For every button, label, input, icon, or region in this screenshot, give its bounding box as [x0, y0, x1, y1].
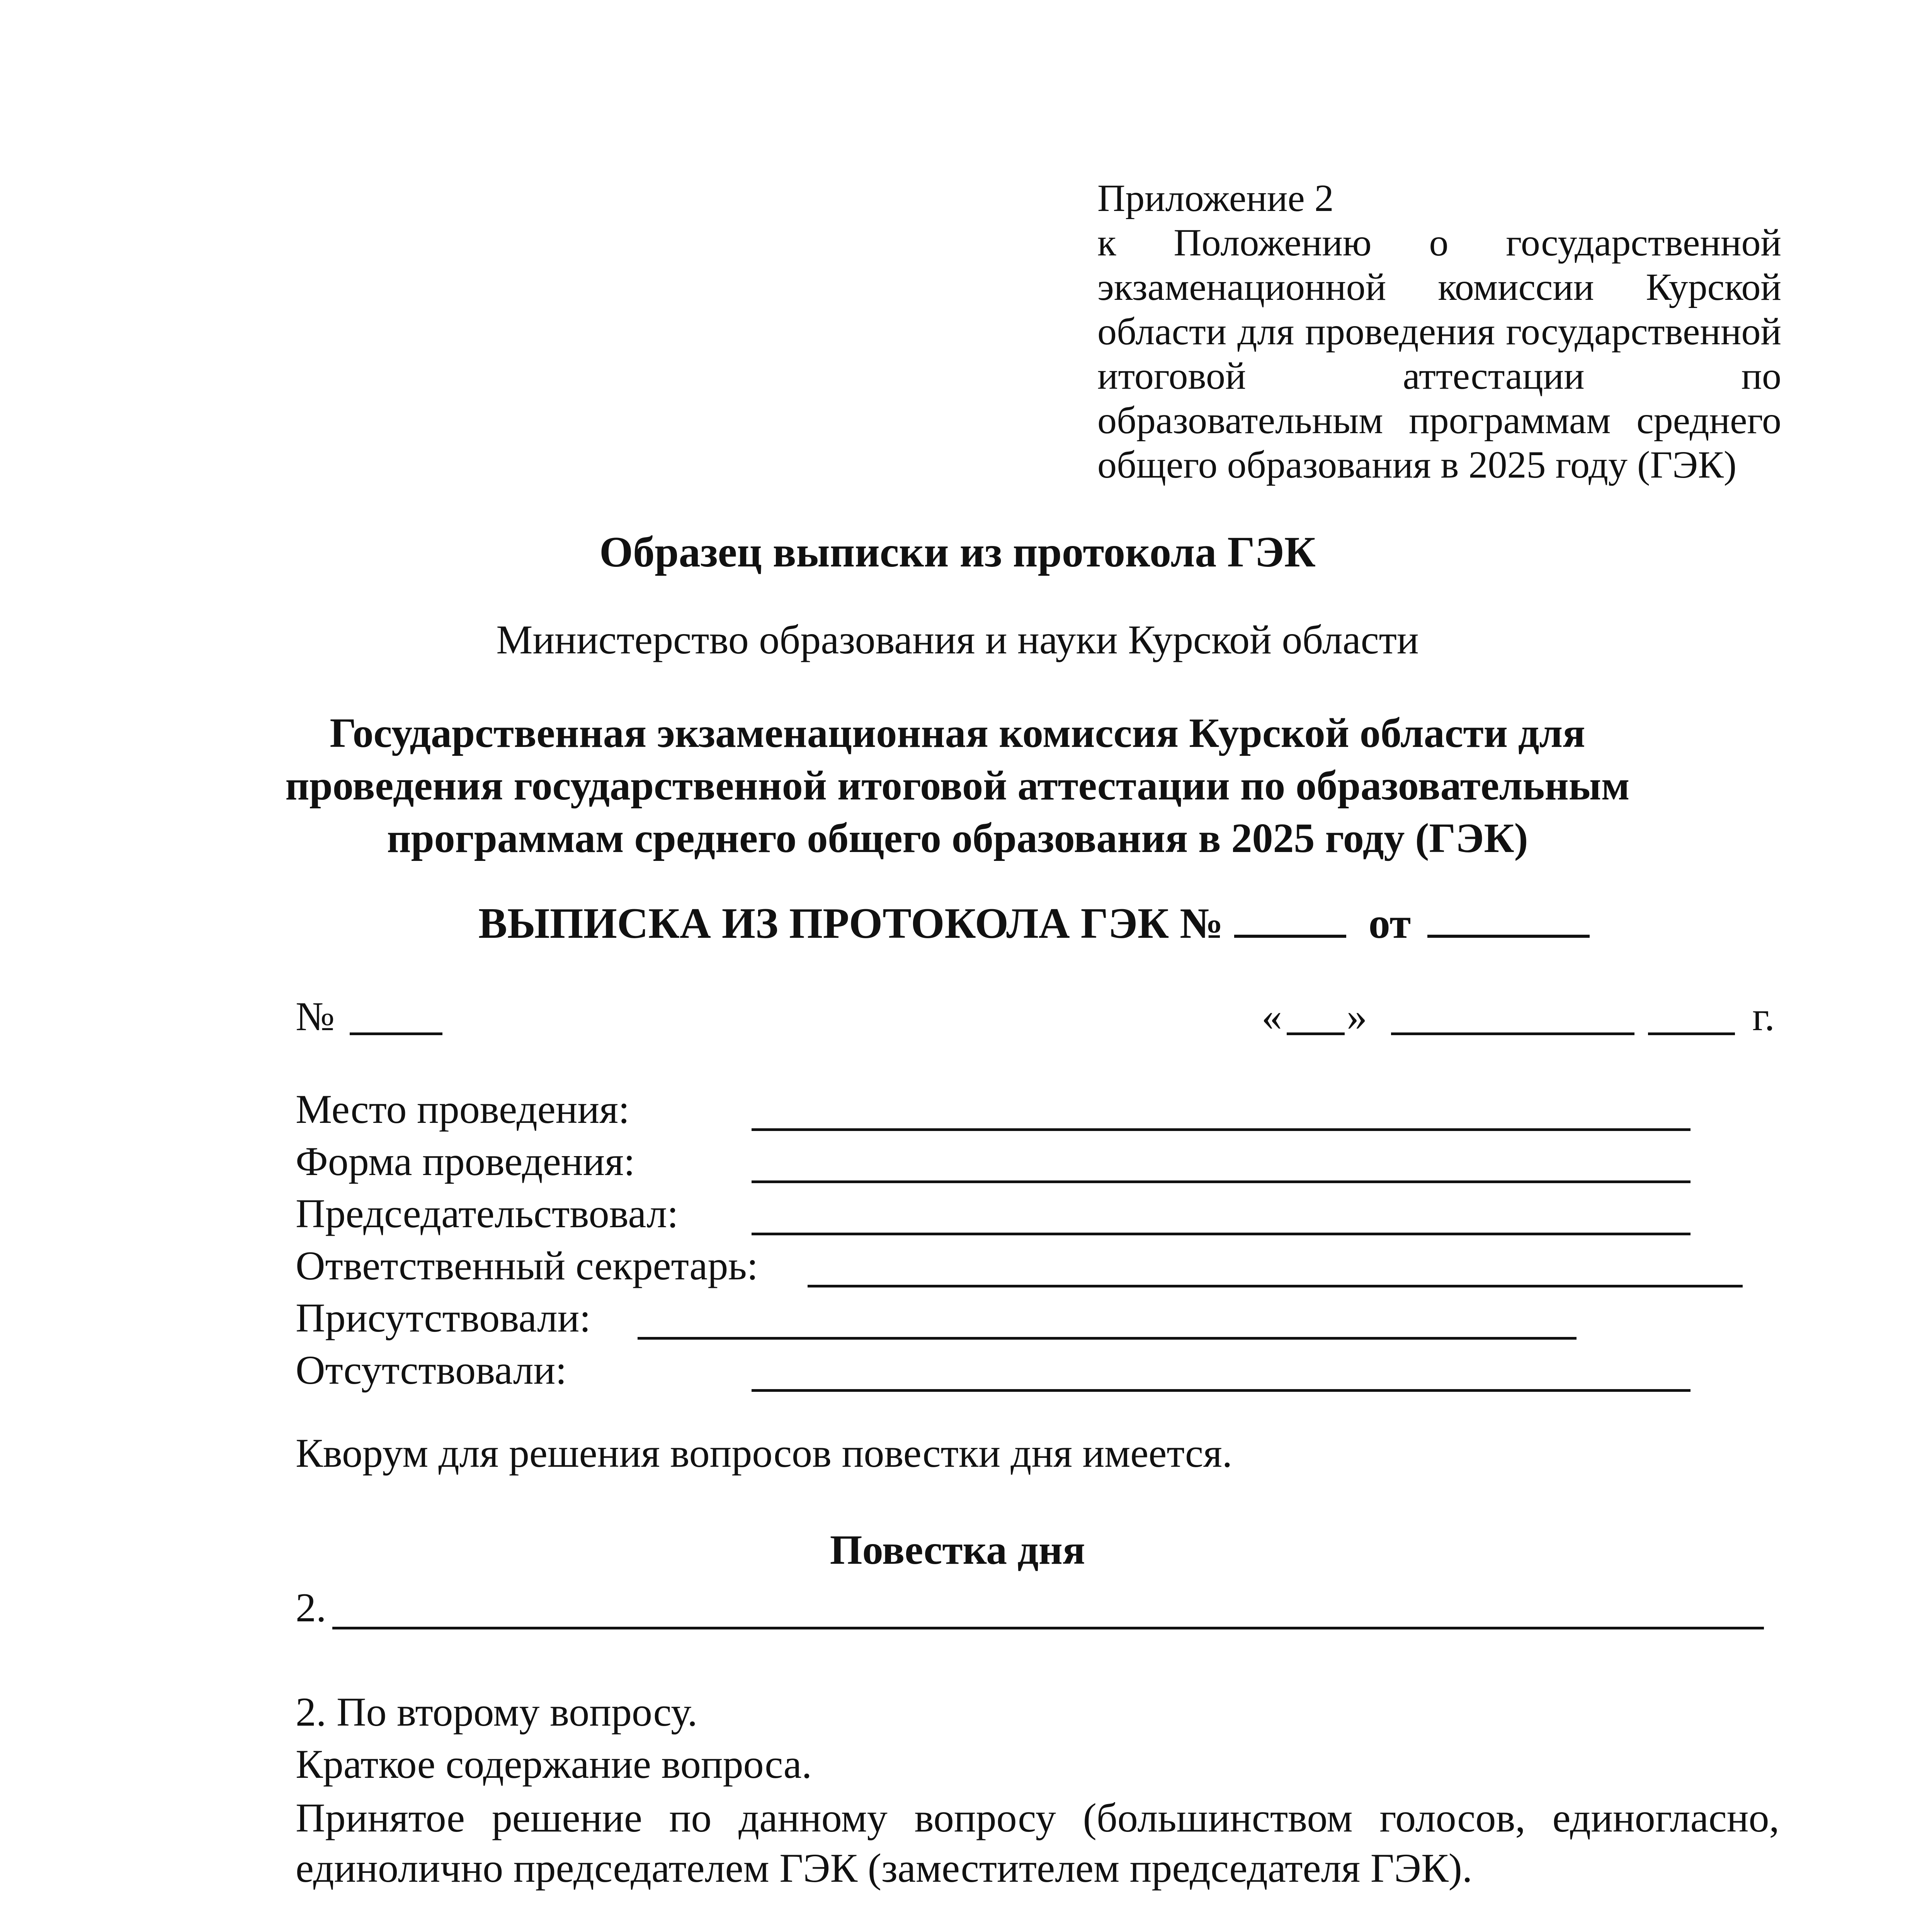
field-absent-label: Отсутствовали:: [296, 1347, 567, 1393]
field-form-line[interactable]: [752, 1180, 1691, 1183]
field-place-line[interactable]: [752, 1128, 1691, 1131]
field-present-label: Присутствовали:: [296, 1295, 591, 1340]
appendix-text: к Положению о государственной экзаменационной комиссии Курской области для проведения государственной итоговой аттестации по образовательным программам среднего общего образования в 2025 году (ГЭК): [1097, 221, 1781, 486]
question-decision: Принятое решение по данному вопросу (большинством голосов, единогласно, единолично председателем ГЭК (заместителем председателя ГЭК).: [296, 1795, 1779, 1891]
commission-name: [0, 707, 1915, 865]
agenda-item-line[interactable]: [332, 1627, 1764, 1629]
ministry-name: Министерство образования и науки Курской области: [496, 617, 1419, 662]
protocol-date-blank[interactable]: [1427, 896, 1590, 938]
extract-title: [478, 896, 1590, 949]
commission-line-1: Государственная экзаменационная комиссия Курской области для: [330, 710, 1585, 756]
commission-line-3: программам среднего общего образования в 2025 году (ГЭК): [387, 815, 1528, 861]
question-title: 2. По второму вопросу.: [296, 1689, 698, 1735]
commission-line-2: проведения государственной итоговой аттестации по образовательным: [285, 763, 1630, 809]
document-heading: Образец выписки из протокола ГЭК: [599, 528, 1316, 576]
field-form-label: Форма проведения:: [296, 1139, 635, 1184]
field-chair-label: Председательствовал:: [296, 1191, 679, 1236]
quorum-text: Кворум для решения вопросов повестки дня имеется.: [296, 1430, 1233, 1476]
field-secretary-label: Ответственный секретарь:: [296, 1243, 759, 1288]
quote-close: »: [1347, 994, 1367, 1039]
question-summary: Краткое содержание вопроса.: [296, 1742, 812, 1787]
year-suffix: г.: [1752, 994, 1775, 1039]
number-blank[interactable]: [350, 1032, 442, 1035]
day-blank[interactable]: [1287, 1032, 1345, 1035]
year-blank[interactable]: [1648, 1032, 1735, 1035]
agenda-title: Повестка дня: [830, 1527, 1085, 1573]
field-absent-line[interactable]: [752, 1389, 1691, 1392]
agenda-item-number: 2.: [296, 1585, 327, 1630]
field-chair-line[interactable]: [752, 1233, 1691, 1235]
extract-prefix: ВЫПИСКА ИЗ ПРОТОКОЛА ГЭК №: [478, 899, 1223, 947]
field-present-line[interactable]: [638, 1337, 1577, 1340]
appendix-title: Приложение 2: [1097, 177, 1334, 219]
quote-open: «: [1262, 994, 1282, 1039]
number-sign: №: [296, 994, 335, 1039]
appendix-block: [1097, 176, 1781, 487]
field-secretary-line[interactable]: [808, 1285, 1743, 1287]
protocol-number-blank[interactable]: [1234, 896, 1346, 938]
field-place-label: Место проведения:: [296, 1087, 630, 1132]
month-blank[interactable]: [1391, 1032, 1634, 1035]
extract-from: от: [1368, 899, 1411, 947]
